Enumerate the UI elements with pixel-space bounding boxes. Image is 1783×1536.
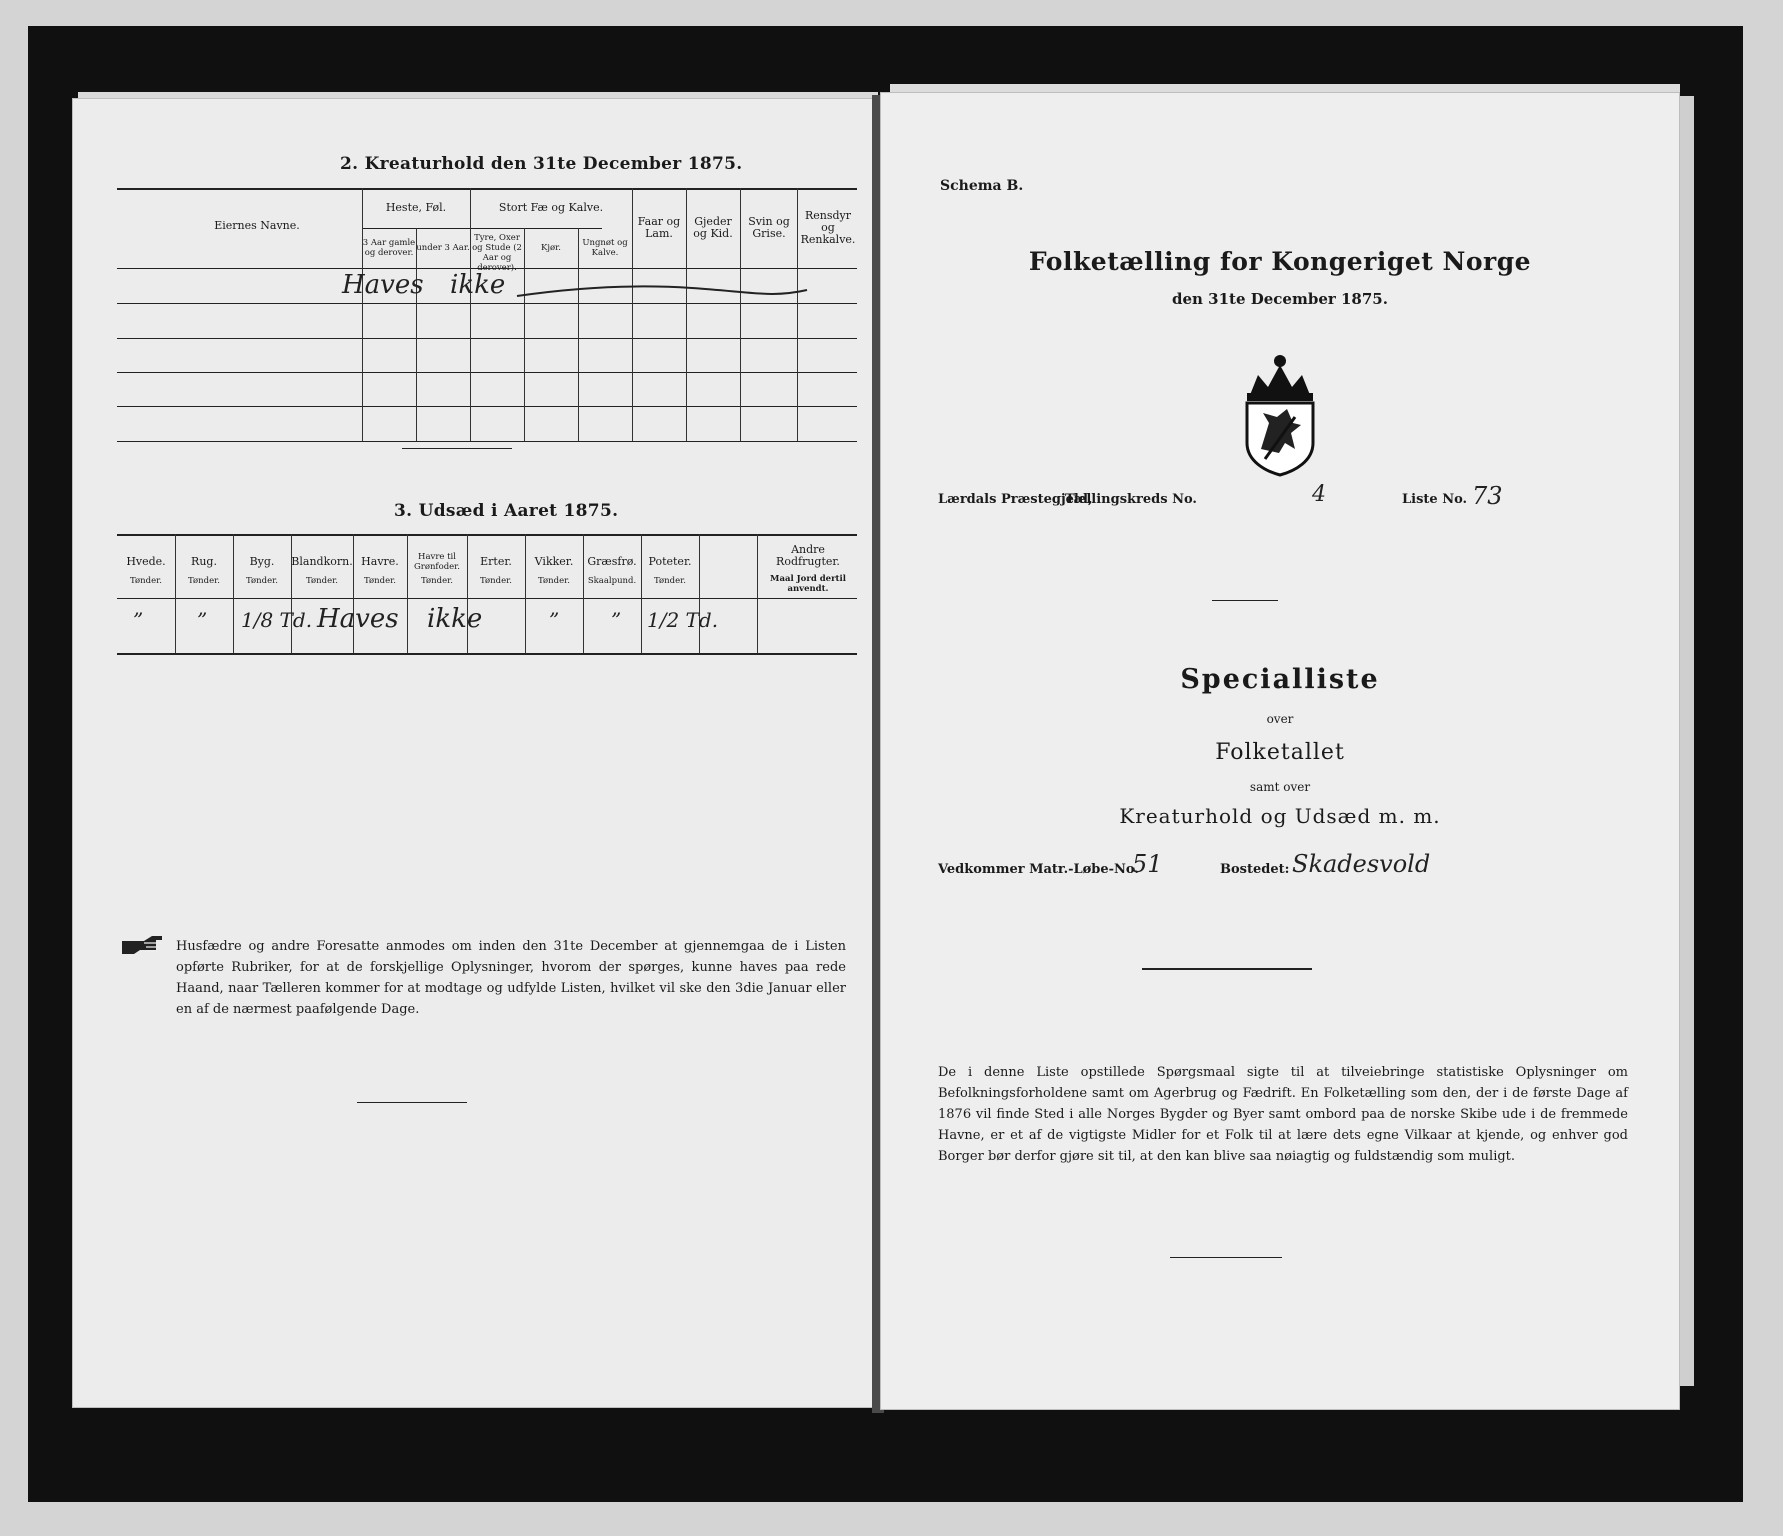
table-rule [117,188,857,190]
bosted-label: Bostedet: [1220,862,1290,877]
col-header-svin: Svin og Grise. [748,215,790,240]
table-rule [117,406,857,407]
norway-coat-of-arms-icon [1225,347,1335,477]
right-page [880,92,1680,1410]
col-havre-gronfoder-unit: Tønder. [421,576,453,586]
udsaed-table [117,534,857,653]
col-havre-unit: Tønder. [364,576,396,586]
col-byg-unit: Tønder. [246,576,278,586]
handwritten-stroke [512,276,812,306]
entry-graesfro: ” [611,608,622,632]
table-col [578,228,579,441]
over-text: over [1266,712,1294,726]
kreds-value: 4 [1312,482,1326,507]
notice-text: Husfædre og andre Foresatte anmodes om inden den 31te December at gjennemgaa de i Listen opførte Rubriker, for at de forskjellige Oplysninger, hvorom der spørges, kunne haves paa rede Haand, naar Tælleren kommer for at modtage og udfylde Listen, hvilket vil ske den 3die Januar eller en af de nærmest paafølgende Dage. [176,939,846,1017]
divider [1142,968,1312,970]
folketallet-text: Folketallet [1215,740,1345,765]
specialliste-heading: Specialliste [1180,664,1380,695]
col-header-owner: Eiernes Navne. [214,219,300,232]
samt-over-text: samt over [1249,780,1311,794]
table-rule [117,338,857,339]
table-rule [117,441,857,442]
section3-title: 3. Udsæd i Aaret 1875. [394,501,619,521]
col-header-gjeder: Gjeder og Kid. [693,215,733,240]
entry-haves: Haves [317,604,399,634]
col-poteter-unit: Tønder. [654,576,686,586]
entry-byg: 1/8 Td. [241,608,313,632]
matr-label: Vedkommer Matr.-Løbe-No. [938,862,1139,877]
census-title: Folketælling for Kongeriget Norge [1028,247,1532,276]
col-rug: Rug. [191,555,217,568]
col-header-heste-sub2: under 3 Aar. [416,243,470,253]
table-col [740,188,741,441]
table-col [797,188,798,441]
col-erter: Erter. [480,555,512,568]
col-havre-gronfoder: Havre til Grønfoder. [413,552,460,572]
table-col [416,228,417,441]
entry-vikker: ” [549,608,560,632]
col-andre: Andre Rodfrugter. [776,543,840,568]
col-header-stort-sub2: Kjør. [541,243,561,253]
col-header-heste: Heste, Føl. [385,201,447,214]
divider [357,1102,467,1103]
liste-value: 73 [1472,482,1503,510]
census-date: den 31te December 1875. [1172,290,1388,308]
divider [1212,600,1278,601]
col-header-stort-sub3: Ungnøt og Kalve. [582,238,628,258]
col-header-heste-sub1: 3 Aar gamle og derover. [362,238,416,258]
col-header-stort: Stort Fæ og Kalve. [498,201,604,214]
table-rule [117,653,857,655]
col-rug-unit: Tønder. [188,576,220,586]
section2-title: 2. Kreaturhold den 31te December 1875. [340,154,743,174]
col-header-stort-sub1: Tyre, Oxer og Stude (2 Aar og derover). [472,233,522,273]
liste-label: Liste No. [1402,492,1468,507]
col-header-faar: Faar og Lam. [637,215,681,240]
schema-label: Schema B. [940,178,1024,194]
col-blandkorn-unit: Tønder. [306,576,338,586]
entry-poteter: 1/2 Td. [647,608,719,632]
col-hvede-unit: Tønder. [130,576,162,586]
divider [402,448,512,449]
col-vikker: Vikker. [534,555,574,568]
divider [1170,1257,1282,1258]
table-rule [362,228,602,229]
col-blandkorn: Blandkorn. [291,555,353,568]
entry-ikke: ikke [427,604,483,634]
pointing-hand-icon [120,933,166,961]
col-graesfro-unit: Skaalpund. [587,576,637,586]
col-graesfro: Græsfrø. [587,555,637,568]
col-andre-unit: Maal Jord dertil anvendt. [770,574,846,594]
table-col [632,188,633,441]
table-col [470,188,471,441]
left-page [72,98,882,1408]
col-header-rensdyr: Rensdyr og Renkalve. [800,209,856,246]
col-poteter: Poteter. [648,555,692,568]
matr-value: 51 [1132,850,1163,878]
entry-rug: ” [197,608,208,632]
col-hvede: Hvede. [126,555,166,568]
entry-hvede: ” [133,608,144,632]
info-paragraph: De i denne Liste opstillede Spørgsmaal sigte til at tilveiebringe statistiske Oplysninger om Befolkningsforholdene samt om Agerbrug og Fædrift. En Folketælling som den, der i de første Dage af 1876 vil finde Sted i alle Norges Bygder og Byer samt ombord paa de norske Skibe ude i de fremmede Havne, er et af de vigtigste Midler for et Folk til at lære dets egne Vilkaar at kjende, og enhver god Borger bør derfor gjøre sit til, at den kan blive saa nøiagtig og fuldstændig som muligt. [938,1065,1628,1164]
kreds-label: Tællingskreds No. [1065,492,1197,507]
table-col [524,228,525,441]
bosted-value: Skadesvold [1292,850,1431,878]
col-vikker-unit: Tønder. [538,576,570,586]
table-col [362,188,363,441]
col-erter-unit: Tønder. [480,576,512,586]
col-byg: Byg. [249,555,275,568]
handwritten-haves: Haves [342,270,424,300]
table-rule [117,372,857,373]
col-havre: Havre. [361,555,399,568]
kreatur-text: Kreaturhold og Udsæd m. m. [1119,804,1441,828]
handwritten-ikke: ikke [450,270,506,300]
parish-label: Lærdals Præstegjeld, [938,492,1093,507]
table-col [686,188,687,441]
